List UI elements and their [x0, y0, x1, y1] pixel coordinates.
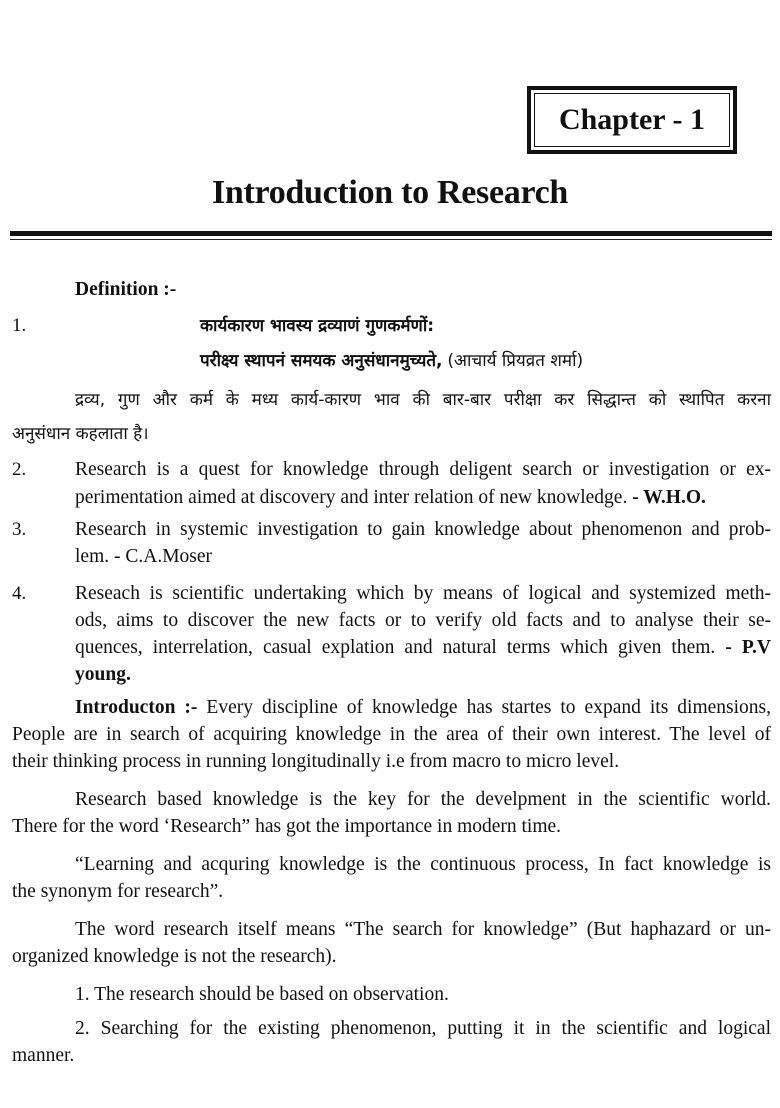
- chapter-label-box: [527, 86, 737, 154]
- definition-4-author-b: young.: [75, 664, 131, 685]
- intro-p1-line1-wrap: [75, 694, 771, 722]
- definition-heading: Definition :-: [75, 279, 177, 300]
- intro-p1-line3: their thinking process in running longitudinally i.e from macro to micro level.: [12, 751, 620, 772]
- title-rule-thick: [10, 231, 772, 236]
- page-title: Introduction to Research: [211, 174, 569, 211]
- definition-4-author-a: - P.V: [725, 637, 772, 658]
- intro-p2-line2: There for the word ‘Research” has got the importance in modern time.: [12, 816, 562, 837]
- intro-p4-line2: organized knowledge is not the research).: [12, 946, 337, 967]
- definition-3-number: 3.: [12, 519, 27, 540]
- intro-p3-line2: the synonym for research”.: [12, 881, 224, 902]
- definition-4-number: 4.: [12, 583, 27, 604]
- definition-2-line2: perimentation aimed at discovery and inter relation of new knowledge.: [75, 487, 628, 508]
- title-rule-thin: [10, 239, 772, 240]
- definition-2-number: 2.: [12, 459, 27, 480]
- intro-p3-line1: “Learning and acquring knowledge is the continuous process, In fact knowledge is: [75, 854, 771, 875]
- definition-4-line1: Reseach is scientific undertaking which by means of logical and systemized meth-: [75, 583, 771, 604]
- intro-p1-line2: People are in search of acquiring knowledge in the area of their own interest. The level of: [12, 724, 771, 745]
- definition-1-number: 1.: [12, 315, 27, 336]
- definition-1-sanskrit-line1: कार्यकारण भावस्य द्रव्याणं गुणकर्मणों:: [200, 316, 435, 336]
- intro-p4-line1: The word research itself means “The search for knowledge” (But haphazard or un-: [75, 919, 771, 940]
- definition-1-attribution: (आचार्य प्रियव्रत शर्मा): [447, 351, 584, 371]
- definition-1-hindi-line2: अनुसंधान कहलाता है।: [12, 424, 149, 444]
- definition-4-line3: quences, interrelation, casual explation and natural terms which given them.: [75, 637, 716, 658]
- definition-2-line1: Research is a quest for knowledge through deligent search or investigation or ex-: [75, 459, 771, 480]
- definition-3-line1: Research in systemic investigation to gain knowledge about phenomenon and prob-: [75, 519, 771, 540]
- intro-point-1: 1. The research should be based on observation.: [75, 984, 449, 1005]
- intro-point-2-line2: manner.: [12, 1045, 75, 1066]
- intro-heading: Introducton :-: [75, 697, 198, 718]
- intro-p2-line1: Research based knowledge is the key for the develpment in the scientific world.: [75, 789, 771, 810]
- definition-2-author: - W.H.O.: [632, 487, 706, 508]
- intro-point-2-line1: 2. Searching for the existing phenomenon, putting it in the scientific and logical: [75, 1018, 771, 1039]
- chapter-label: Chapter - 1: [534, 93, 730, 147]
- definition-4-line2: ods, aims to discover the new facts or to verify old facts and to analyse their se-: [75, 610, 771, 631]
- definition-2-line2-wrap: [75, 484, 706, 512]
- definition-3-line2: lem. - C.A.Moser: [75, 546, 213, 567]
- definition-1-sanskrit-line2-wrap: [200, 347, 583, 375]
- definition-4-line3-wrap: [75, 634, 771, 662]
- intro-p1-line1: Every discipline of knowledge has startes to expand its dimensions,: [197, 697, 771, 718]
- definition-1-sanskrit-line2: परीक्ष्य स्थापनं समयक अनुसंधानमुच्यते,: [200, 351, 443, 371]
- definition-1-hindi-line1: द्रव्य, गुण और कर्म के मध्य कार्य-कारण भाव की बार-बार परीक्षा कर सिद्धान्त को स्थापित करना: [75, 390, 771, 410]
